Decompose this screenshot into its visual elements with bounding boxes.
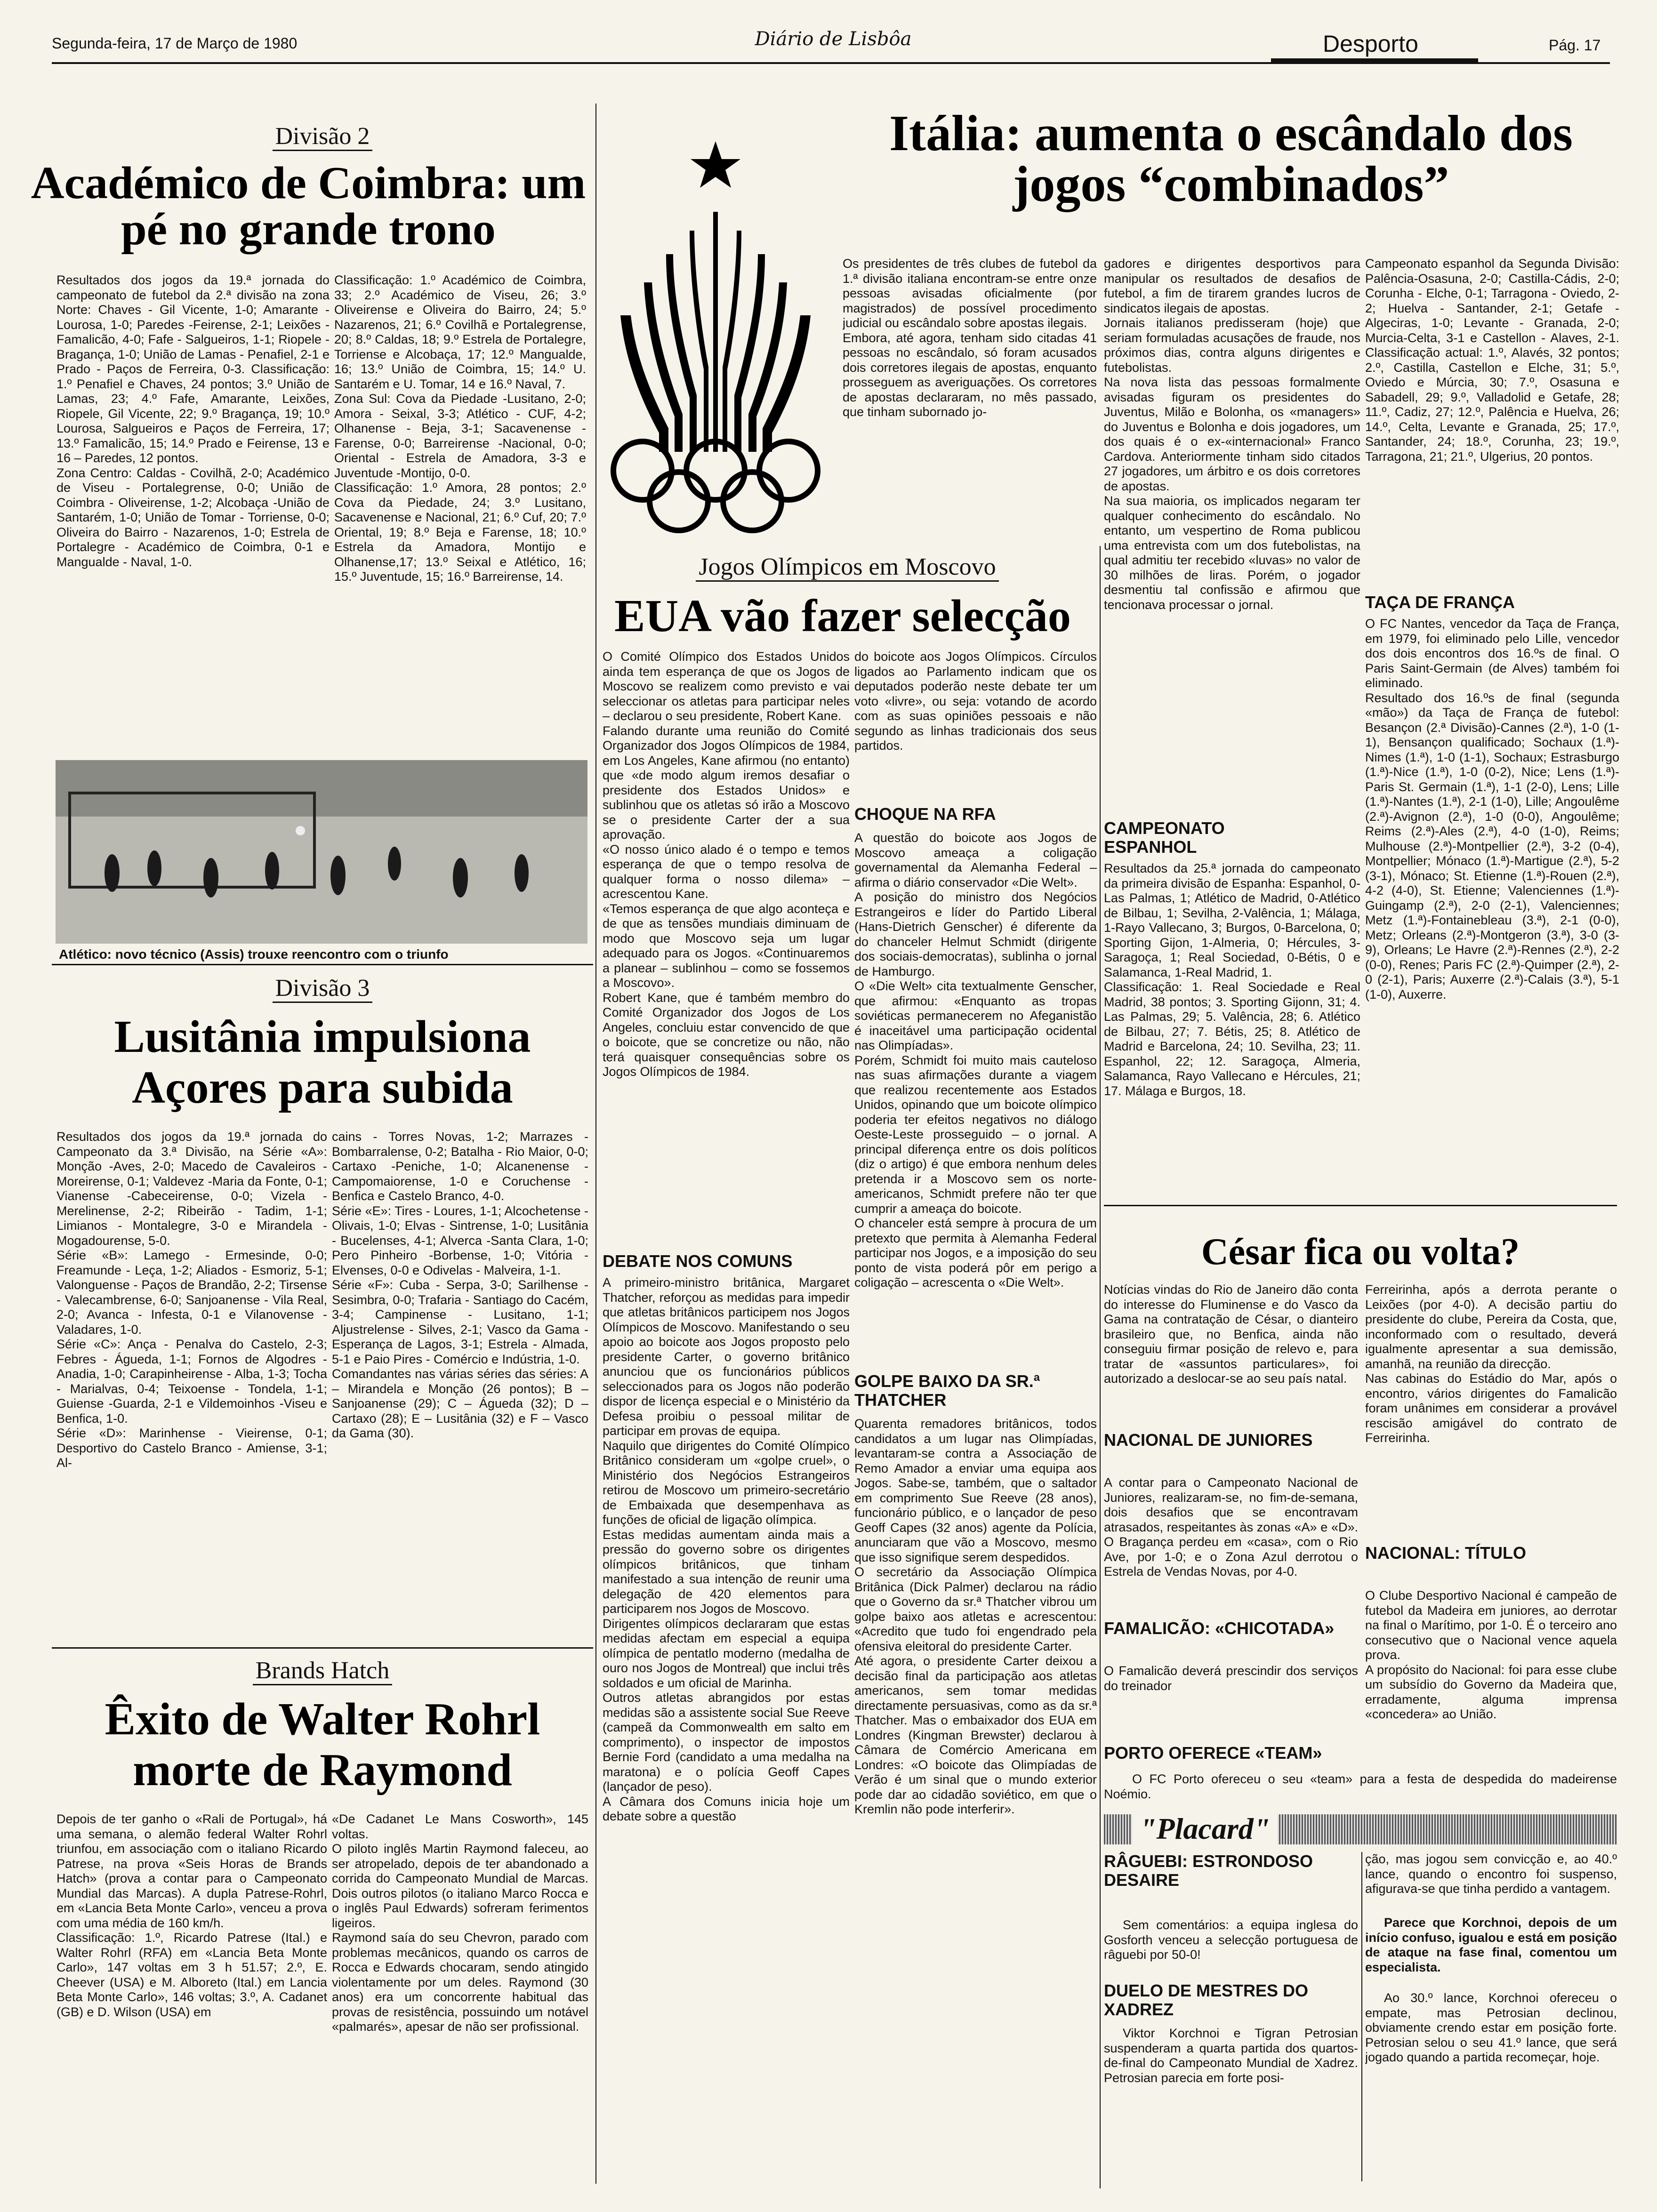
xadrez-heading: DUELO DE MESTRES DO XADREZ (1104, 1981, 1309, 2019)
olympic-kicker: Jogos Olímpicos em Moscovo (598, 553, 1097, 581)
olympic-emblem-icon (598, 132, 833, 537)
xadrez-text: Viktor Korchnoi e Tigran Petrosian suspenderam a quarta partida dos quartos-de-final do Campeonato Mundial de Xadrez. Petrosian parecia em forte posi- (1104, 2026, 1358, 2085)
olympic-col2b: A questão do boicote aos Jogos de Moscovo ameaça a coligação governamental da Alemanha Federal – afirma o diário conservador «Die Welt». A posição do ministro dos Negócios Estrangeiros e líder do Partido Liberal (Hans-Dietrich Genscher) é diferente da do chanceler Helmut Schmidt (dirigente dos sociais-democratas), sublinha o jornal de Hamburgo. O «Die Welt» cita textualmente Genscher, que afirmou: «Enquanto as tropas soviéticas permanecerem no Afeganistão é inaceitável uma participação ocidental nas Olimpíadas». Porém, Schmidt foi muito mais cauteloso nas suas afirmações durante a viagem que realizou recentemente aos Estados Unidos, opinando que um boicote olímpico poderia ter efeitos negativos no diálogo Oeste-Leste prosseguido – o jornal. A principal diferença entre os dois políticos (diz o artigo) é que embora nenhum deles pretenda ir a Moscovo sem os norte-americanos, Schmidt prefere não ter que cumprir a ameaça do boicote. O chanceler está sempre à procura de um pretexto que permita à Alemanha Federal participar nos Jogos, e a imposição do seu ponto de vista poderá pôr em perigo a coligação – acrescenta o «Die Welt». (854, 831, 1097, 1290)
golpe-baixo-heading: GOLPE BAIXO DA SR.ª THATCHER (854, 1371, 1040, 1410)
nacional-juniores-heading: NACIONAL DE JUNIORES (1104, 1430, 1313, 1450)
xadrez-text-continued: ção, mas jogou sem convicção e, ao 40.º lance, quando o encontro foi suspenso, afigurava-se que tinha perdido a vantagem. (1365, 1852, 1617, 1896)
olympic-col1b: A primeiro-ministro britânica, Margaret Thatcher, reforçou as medidas para impedir que atletas britânicos participem nos Jogos Olímpicos de Moscovo. Manifestando o seu apoio ao boicote aos Jogos proposto pelo presidente Carter, o governo britânico anunciou que os funcionários públicos seleccionados para os Jogos não poderão dispor de licença especial e o Ministério da Defesa proibiu o pessoal militar de participar em provas de equipa. Naquilo que dirigentes do Comité Olímpico Britânico consideram um «golpe cruel», o Ministério dos Negócios Estrangeiros retirou de Moscovo um primeiro-secretário de Embaixada que desempenhava as funções de oficial de ligação olímpica. Estas medidas aumentam ainda mais a pressão do governo sobre os dirigentes olímpicos britânicos, que tinham manifestado a sua intenção de reunir uma delegação de 420 elementos para participarem nos Jogos de Moscovo. Dirigentes olímpicos declararam que estas medidas afectam em especial a equipa olímpica de pentatlo moderno (medalha de ouro nos Jogos de Montreal) que inclui três soldados e um oficial de Marinha. Outros atletas abrangidos por estas medidas são a assistente social Sue Reeve (campeã da Commonwealth em salto em comprimento), o inspector de impostos Bernie Ford (candidato a uma medalha na maratona) e o polícia Geoff Capes (lançador de peso). A Câmara dos Comuns inicia hoje um debate sobre a questão (603, 1275, 850, 1823)
cesar-col2: Ferreirinha, após a derrota perante o Leixões (por 4-0). A decisão partiu do presidente do clube, Pereira da Costa, que, inconformado com o resultado, deverá igualmente apresentar a sua demissão, amanhã, na reunião da direcção. Nas cabinas do Estádio do Mar, após o encontro, vários dirigentes do Famalicão foram unânimes em considerar a provável rescisão amigável do contrato de Ferreirinha. (1365, 1282, 1617, 1445)
cesar-top-rule (1104, 1205, 1617, 1206)
placard-title: "Placard" (1132, 1811, 1278, 1846)
cesar-col1: Notícias vindas do Rio de Janeiro dão conta do interesse do Fluminense e do Vasco da Gama na contratação de César, o dianteiro brasileiro que, no Benfica, ainda não conseguiu firmar posição de relevo e, para tratar de «assuntos particulares», foi autorizado a deslocar-se ao seu país natal. (1104, 1282, 1358, 1386)
olympic-col2c: Quarenta remadores britânicos, todos candidatos a um lugar nas Olimpíadas, levantaram-se contra a Associação de Remo Amador a enviar uma equipa aos Jogos. Sabe-se, também, que o saltador em comprimento Sue Reeve (28 anos), funcionário público, e o lançador de peso Geoff Capes (32 anos) agente da Polícia, anunciaram que vão a Moscovo, mesmo que isso signifique serem despedidos. O secretário da Associação Olímpica Britânica (Dick Palmer) declarou na rádio que o Governo da sr.ª Thatcher vibrou um golpe baixo aos atletas e acrescentou: «Acredito que tudo foi engendrado pela ofensiva eleitoral do presidente Carter. Até agora, o presidente Carter deixou a decisão final da participação aos atletas americanos, sem tomar medidas directamente persuasivas, como as da sr.ª Thatcher. Mas o embaixador dos EUA em Londres (Kingman Brewster) declarou à Câmara de Comércio Americana em Londres: «O boicote das Olimpíadas de Verão é um sinal que o mundo exterior pode dar ao cidadão soviético, em que o Kremlin não pode interferir». (854, 1417, 1097, 1816)
italia-headline: Itália: aumenta o escândalo dos jogos “combinados” (889, 105, 1573, 212)
campeonato-espanhol-heading: CAMPEONATO ESPANHOL (1104, 818, 1225, 857)
italia-col1: Os presidentes de três clubes de futebol da 1.ª divisão italiana encontram-se entre onze pessoas avisadas oficialmente (por magistrados) de possível procedimento judicial ou escândalo sobre apostas ilegais. Embora, até agora, tenham sido citadas 41 pessoas no escândalo, só foram acusados dois corretores ilegais de apostas, enquanto prosseguem as averiguações. Os corretores de apostas declararam, no mês passado, que tinham subornado jo- (843, 256, 1097, 419)
xadrez-quote: Parece que Korchnoi, depois de um início confuso, igualou e está em posição de ataque na fase final, comentou um especialista. (1365, 1915, 1617, 1974)
brands-col1: Depois de ter ganho o «Rali de Portugal», há uma semana, o alemão federal Walter Rohrl triunfou, em associação com o italiano Ricardo Patrese, na prova «Seis Horas de Brands Hatch» (prova a contar para o Campeonato Mundial das Marcas). A dupla Patrese-Rohrl, em «Lancia Beta Monte Carlo», venceu a prova com uma média de 160 km/h. Classificação: 1.º, Ricardo Patrese (Ital.) e Walter Rohrl (RFA) em «Lancia Beta Monte Carlo», 147 voltas em 3 h 51.57; 2.º, E. Cheever (USA) e M. Alboreto (Ital.) em Lancia Beta Monte Carlo», 146 voltas; 3.º, A. Cadanet (GB) e D. Wilson (USA) em (56, 1812, 327, 2019)
div3-top-rule (52, 964, 593, 965)
cesar-col2b: O Clube Desportivo Nacional é campeão de futebol da Madeira em juniores, ao derrotar na final o Marítimo, por 1-0. É o terceiro ano consecutivo que o Nacional vence aquela prova. A propósito do Nacional: foi para esse clube um subsídio do Governo da Madeira que, erradamente, alguma imprensa «concedera» ao União. (1365, 1588, 1617, 1721)
porto-oferece-heading: PORTO OFERECE «TEAM» (1104, 1743, 1322, 1763)
italia-col3b: O FC Nantes, vencedor da Taça de França, em 1979, foi eliminado pelo Lille, vencedor dos dois encontros dos 16.ºs de final. O Paris Saint-Germain (de Alves) também foi eliminado. Resultado dos 16.ºs de final (segunda «mão») da Taça de França de futebol: Besançon (2.ª Divisão)-Cannes (2.ª), 1-0 (1-1), Bensançon qualificado; Sochaux (1.ª)-Nimes (1.ª), 1-0 (1-1), Sochaux; Estrasburgo (1.ª)-Nice (1.ª), 1-0 (0-2), Nice; Lens (1.ª)-Paris St. Germain (1.ª), 1-1 (2-0), Lens; Lille (1.ª)-Nantes (1.ª), 2-1 (1-0), Lille; Angoulême (2.ª)-Avignon (2.ª), 1-0 (0-0), Angoulême; Reims (2.ª)-Ales (2.ª), 4-0 (1-0), Reims; Mulhouse (2.ª)-Montpellier (2.ª), 3-2 (0-4), Montpellier; Mónaco (1.ª)-Martigue (2.ª), 5-2 (3-1), Mónaco; St. Etienne (1.ª)-Rouen (2.ª), 4-2 (4-0), St. Etienne; Valenciennes (1.ª)-Guingamp (2.ª), 2-0 (2-1), Valenciennes; Metz (1.ª)-Fontainebleau (3.ª), 2-1 (0-0), Metz; Orleans (2.ª)-Montgeron (3.ª), 3-0 (3-9), Orleans; Le Havre (2.ª)-Rennes (2.ª), 2-2 (0-0), Renes; Paris FC (2.ª)-Quimper (2.ª), 2-0 (2-1), Paris; Auxerre (2.ª)-Calais (3.ª), 5-1 (1-0), Auxerre. (1365, 617, 1619, 1002)
debate-nos-comuns-heading: DEBATE NOS COMUNS (603, 1251, 793, 1271)
choque-na-rfa-heading: CHOQUE NA RFA (854, 804, 996, 824)
masthead-logo: Diário de Lisbôa (755, 28, 912, 50)
taca-de-franca-heading: TAÇA DE FRANÇA (1365, 593, 1515, 612)
header-date: Segunda-feira, 17 de Março de 1980 (52, 35, 298, 52)
div2-col1: Resultados dos jogos da 19.ª jornada do campeonato de futebol da 2.ª divisão na zona Norte: Chaves - Gil Vicente, 1-0; Amarante - Lourosa, 1-0; Paredes -Feirense, 2-1; Leixões - Famalicão, 4-0; Fafe - Salgueiros, 1-1; Riopele - Bragança, 1-0; União de Lamas - Penafiel, 2-1 e Prado - Paços de Ferreira, 0-3. Classificação: 1.º Penafiel e Chaves, 24 pontos; 3.º União de Lamas, 23; 4.º Fafe, Amarante, Leixões, Riopele, Gil Vicente, 22; 9.º Bragança, 19; 10.º Lourosa, Salgueiros e Paços de Ferreira, 17; 13.º Famalicão, 15; 14.º Prado e Feirense, 13 e 16 – Paredes, 12 pontos. Zona Centro: Caldas - Covilhã, 2-0; Académico de Viseu - Portalegrense, 0-0; União de Coimbra - Oliveirense, 1-2; Alcobaça -União de Santarém, 1-0; União de Tomar - Torriense, 0-0; Oliveira do Bairro - Nazarenos, 1-0; Estrela de Portalegre - Académico de Coimbra, 0-1 e Mangualde - Naval, 1-0. (56, 273, 330, 569)
raguebi-text: Sem comentários: a equipa inglesa do Gosforth venceu a selecção portuguesa de râguebi por 50-0! (1104, 1918, 1358, 1962)
match-photo-art (56, 760, 587, 944)
page-number: Pág. 17 (1549, 37, 1601, 54)
xadrez-text-end: Ao 30.º lance, Korchnoi ofereceu o empate, mas Petrosian declinou, obviamente crendo estar em posição forte. Petrosian selou o seu 41.º lance, que será jogado quando a partida recomeçar, hoje. (1365, 1991, 1617, 2064)
placard-banner (1104, 1814, 1617, 1844)
olympic-col1: O Comité Olímpico dos Estados Unidos ainda tem esperança de que os Jogos de Moscovo se realizem como previsto e vai seleccionar os atletas para participar neles – declarou o seu presidente, Robert Kane. Falando durante uma reunião do Comité Organizador dos Jogos Olímpicos de 1984, em Los Angeles, Kane afirmou (no entanto) que «de modo algum iremos desafiar o presidente dos Estados Unidos» e sublinhou que os atletas só irão a Moscovo se o presidente Carter der a sua aprovação. «O nosso único alado é o tempo e temos esperança de que o tempo resolva de qualquer forma o nosso dilema» – acrescentou Kane. «Temos esperança de que algo aconteça e de que as tensões mundiais diminuam de modo que Moscovo seja um lugar adequado para os Jogos. «Continuaremos a planear – sublinhou – como se fossemos a Moscovo». Robert Kane, que é também membro do Comité Organizador dos Jogos de Los Angeles, concluiu estar convencido de que o boicote, que se concretize ou não, não terá quaisquer consequências sobre os Jogos Olímpicos de 1984. (603, 649, 850, 1079)
porto-text: O FC Porto ofereceu o seu «team» para a festa de despedida do madeirense Noémio. (1104, 1772, 1617, 1801)
div2-kicker: Divisão 2 (52, 122, 593, 150)
div2-photo-caption: Atlético: novo técnico (Assis) trouxe reencontro com o triunfo (59, 947, 449, 962)
div3-col1: Resultados dos jogos da 19.ª jornada do Campeonato da 3.ª Divisão, na Série «A»: Monção -Aves, 2-0; Macedo de Cavaleiros - Moreirense, 0-1; Valdevez -Maria da Fonte, 0-1; Vianense -Cabeceirense, 0-0; Vizela - Merelinense, 2-2; Ribeirão - Tadim, 1-1; Limianos - Montalegre, 3-0 e Mirandela - Mogadourense, 5-0. Série «B»: Lamego - Ermesinde, 0-0; Freamunde - Leça, 1-2; Aliados - Esmoriz, 5-1; Valonguense - Paços de Brandão, 2-2; Tirsense - Valecambrense, 6-0; Sanjoanense - Vila Real, 2-0; Avanca - Infesta, 0-1 e Vilanovense - Valadares, 1-0. Série «C»: Ança - Penalva do Castelo, 2-3; Febres - Águeda, 1-1; Fornos de Algodres - Anadia, 1-0; Carapinheirense - Alba, 1-3; Tocha - Marialvas, 0-4; Teixoense - Tondela, 1-1; Guiense -Guarda, 2-1 e Vildemoinhos -Viseu e Benfica, 1-0. Série «D»: Marinhense - Vieirense, 0-1; Desportivo do Castelo Branco - Amiense, 3-1; Al- (56, 1130, 327, 1470)
olympic-col2: do boicote aos Jogos Olímpicos. Círculos ligados ao Parlamento indicam que os deputados poderão neste debate ter um voto «livre», ou seja: votando de acordo com as suas opiniões pessoais e não segundo as linhas tradicionais dos seus partidos. (854, 649, 1097, 753)
football-match-photo (56, 760, 587, 944)
div3-col2: cains - Torres Novas, 1-2; Marrazes - Bombarralense, 0-2; Batalha - Rio Maior, 0-0; Cartaxo -Peniche, 1-0; Alcanenense -Campomaiorense, 1-0 e Coruchense - Benfica e Castelo Branco, 4-0. Série «E»: Tires - Loures, 1-1; Alcochetense - Olivais, 1-0; Elvas - Sintrense, 1-0; Lusitânia - Bucelenses, 4-1; Alverca -Santa Clara, 1-0; Pero Pinheiro -Borbense, 1-0; Vitória - Elvenses, 0-0 e Odivelas - Malveira, 1-1. Série «F»: Cuba - Serpa, 3-0; Sarilhense - Sesimbra, 0-0; Trafaria - Santiago do Cacém, 3-4; Campinense - Lusitano, 1-1; Aljustrelense - Silves, 2-1; Vasco da Gama - Esperança de Lagos, 3-1; Estrela - Almada, 5-1 e Paio Pires - Comércio e Indústria, 1-0. Comandantes nas várias séries das séries: A – Mirandela e Monção (26 pontos); B – Sanjoanense (29); C – Águeda (32); D – Cartaxo (28); E – Lusitânia (32) e F – Vasco da Gama (30). (332, 1130, 588, 1440)
famalicao-heading: FAMALICÃO: «CHICOTADA» (1104, 1619, 1335, 1638)
italia-col3: Campeonato espanhol da Segunda Divisão: Palência-Osasuna, 2-0; Castilla-Cádis, 2-0; Corunha - Elche, 0-1; Tarragona - Oviedo, 2-2; Huelva - Santander, 2-1; Getafe - Algeciras, 1-0; Levante - Granada, 2-0; Murcia-Celta, 3-1 e Castellon - Alaves, 2-1. Classificação actual: 1.º, Alavés, 32 pontos; 2.º, Castilla, Castellon e Elche, 31; 5.º, Oviedo e Múrcia, 30; 7.º, Osasuna e Sabadell, 29; 9.º, Valladolid e Getafe, 28; 11.º, Cadiz, 27; 12.º, Palência e Huelva, 26; 14.º, Celta, Levante e Granada, 25; 17.º, Santander, 24; 18.º, Corunha, 23; 19.º, Tarragona, 21; 21.º, Ulgerius, 20 pontos. (1365, 256, 1619, 464)
brands-col2: «De Cadanet Le Mans Cosworth», 145 voltas. O piloto inglês Martin Raymond faleceu, ao ser atropelado, depois de ter abandonado a corrida do Campeonato Mundial de Marcas. Dois outros pilotos (o italiano Marco Rocca e o inglês Paul Edwards) sofreram ferimentos ligeiros. Raymond saía do seu Chevron, parado com problemas mecânicos, quando os carros de Rocca e Edwards chocaram, sendo atingido violentamente por um deles. Raymond (30 anos) era um concorrente habitual das provas de resistência, possuindo um notável «palmarés», apesar de não ser profissional. (332, 1812, 588, 2034)
column-divider-right (1361, 1852, 1362, 2181)
section-underline (1271, 58, 1478, 62)
brands-top-rule (52, 1647, 593, 1649)
cesar-col1b: A contar para o Campeonato Nacional de Juniores, realizaram-se, no fim-de-semana, dois desafios que se encontravam atrasados, respeitantes às zonas «A» e «D». O Bragança perdeu em «casa», com o Rio Ave, por 1-0; e o Zona Azul derrotou o Estrela de Vendas Novas, por 4-0. (1104, 1475, 1358, 1579)
olympic-headline: EUA vão fazer selecção (614, 591, 1071, 641)
moscow-olympics-logo (598, 132, 833, 537)
italia-col2b: Resultados da 25.ª jornada do campeonato da primeira divisão de Espanha: Espanhol, 0-Las Palmas, 1; Atlético de Madrid, 0-Atlético de Bilbau, 1; Sevilha, 2-Valência, 1; Málaga, 1-Rayo Vallecano, 3; Burgos, 0-Barcelona, 0; Sporting Gijon, 1-Almeria, 0; Hércules, 3-Saragoça, 1; Real Sociedad, 0-Bétis, 0 e Salamanca, 1-Real Madrid, 1. Classificação: 1. Real Sociedade e Real Madrid, 38 pontos; 3. Sporting Gijonn, 31; 4. Las Palmas, 29; 5. Valência, 28; 6. Atlético de Bilbau, 27; 7. Bétis, 25; 8. Atlético de Madrid e Barcelona, 24; 10. Sevilha, 23; 11. Espanhol, 22; 12. Saragoça, Almeria, Salamanca, Rayo Vallecano e Hércules, 21; 17. Málaga e Burgos, 18. (1104, 861, 1360, 1098)
column-divider-middle (1100, 546, 1101, 2188)
column-divider-left (595, 104, 596, 2184)
cesar-col1c: O Famalicão deverá prescindir dos serviços do treinador (1104, 1664, 1358, 1693)
brands-headline: Êxito de Walter Rohrl morte de Raymond (105, 1694, 540, 1795)
div2-headline: Académico de Coimbra: um pé no grande trono (31, 158, 586, 255)
section-title: Desporto (1323, 31, 1418, 57)
div2-col2: Classificação: 1.º Académico de Coimbra, 33; 2.º Académico de Viseu, 26; 3.º Oliveirense e Oliveira do Bairro, 24; 5.º Nazarenos, 21; 6.º Covilhã e Portalegrense, 20; 8.º Caldas, 18; 9.º Estrela de Portalegre, Torriense e Alcobaça, 17; 12.º Mangualde, 16; 13.º União de Coimbra, 15; 14.º U. Santarém e U. Tomar, 14 e 16.º Naval, 7. Zona Sul: Cova da Piedade -Lusitano, 2-0; Amora - Seixal, 3-3; Atlético - CUF, 4-2; Olhanense - Beja, 3-1; Sacavenense - Farense, 0-0; Barreirense -Nacional, 0-0; Oriental - Estrela de Amadora, 3-3 e Juventude -Montijo, 0-0. Classificação: 1.º Amora, 28 pontos; 2.º Cova da Piedade, 24; 3.º Lusitano, Sacavenense e Nacional, 21; 6.º Cuf, 20; 7.º Oriental, 19; 8.º Beja e Farense, 18; 10.º Estrela da Amadora, Montijo e Olhanense,17; 13.º Seixal e Atlético, 16; 15.º Juventude, 15; 16.º Barreirense, 14. (334, 273, 586, 584)
brands-kicker: Brands Hatch (52, 1657, 593, 1684)
cesar-headline: César fica ou volta? (1201, 1231, 1520, 1273)
raguebi-heading: RÂGUEBI: ESTRONDOSO DESAIRE (1104, 1851, 1313, 1890)
italia-col2: gadores e dirigentes desportivos para manipular os resultados de desafios de futebol, a fim de tirarem grandes lucros de sindicatos ilegais de apostas. Jornais italianos predisseram (hoje) que seriam formuladas acusações de fraude, nos próximos dias, contra alguns dirigentes e futebolistas. Na nova lista das pessoas formalmente avisadas figuram os presidentes do Juventus, Milão e Bolonha, os «managers» do Juventus e Bolonha e dois jogadores, um dos quais é o ex-«internacional» Franco Cardova. Anteriormente tinham sido citados 27 jogadores, um árbitro e os dois corretores de apostas. Na sua maioria, os implicados negaram ter qualquer conhecimento do escândalo. No entanto, um vespertino de Roma publicou uma entrevista com um dos futebolistas, na qual admitiu ter recebido «luvas» no valor de 30 milhões de liras. Porém, o jogador desmentiu tal confissão e afirmou que tencionava processar o jornal. (1104, 256, 1360, 612)
header-rule (52, 62, 1610, 64)
div3-kicker: Divisão 3 (52, 974, 593, 1002)
nacional-titulo-heading: NACIONAL: TÍTULO (1365, 1543, 1526, 1563)
div3-headline: Lusitânia impulsiona Açores para subida (114, 1011, 531, 1113)
page-header (52, 28, 1610, 85)
